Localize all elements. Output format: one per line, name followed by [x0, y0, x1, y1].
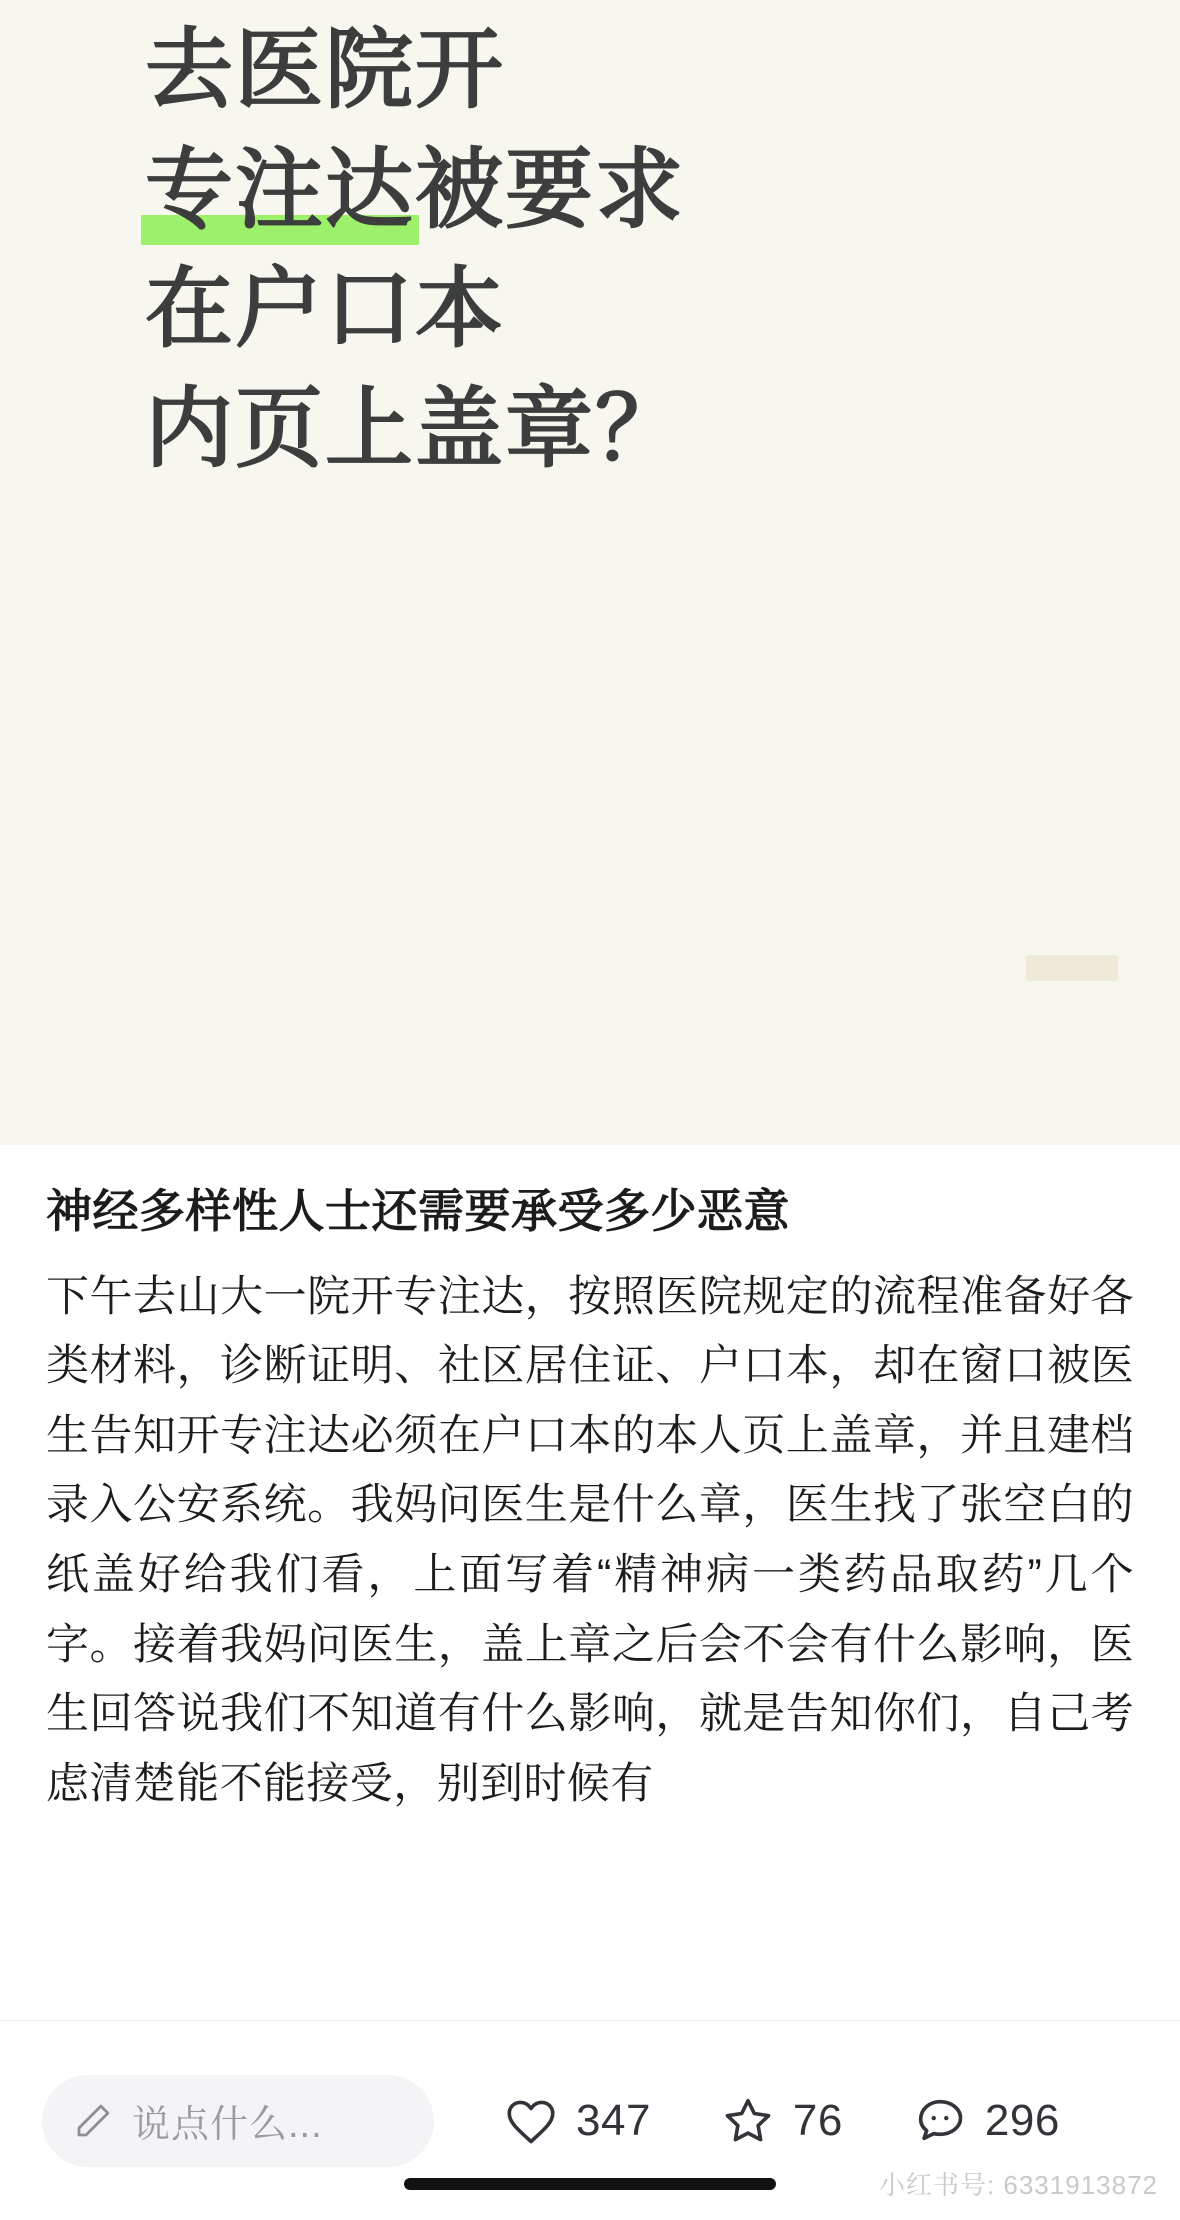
cover-title-highlight: 专注达	[145, 130, 415, 250]
cover-title-line-2-rest: 被要求	[415, 139, 686, 239]
comment-input-placeholder: 说点什么...	[132, 2104, 323, 2146]
comment-count: 296	[984, 2095, 1060, 2145]
cover-title-line-3: 在户口本	[145, 259, 506, 359]
cover-title	[145, 10, 1180, 489]
heart-icon	[502, 2092, 560, 2150]
home-indicator[interactable]	[404, 2178, 776, 2190]
cover-decoration-block	[1026, 955, 1118, 981]
like-count: 347	[576, 2095, 651, 2145]
pencil-icon	[72, 2100, 114, 2142]
collect-count: 76	[792, 2095, 843, 2145]
collect-button[interactable]	[719, 2092, 843, 2150]
like-button[interactable]	[502, 2092, 651, 2150]
cover-title-line-2	[145, 130, 1180, 250]
star-icon	[719, 2092, 777, 2150]
cover-title-line-1: 去医院开	[145, 20, 506, 119]
watermark-text: 小红书号: 6331913872	[878, 2170, 1158, 2200]
comment-button[interactable]	[911, 2092, 1060, 2150]
comment-input[interactable]	[42, 2075, 434, 2167]
post-body-text: 下午去山大一院开专注达，按照医院规定的流程准备好各类材料，诊断证明、社区居住证、户口本，却在窗口被医生告知开专注达必须在户口本的本人页上盖章，并且建档录入公安系统。我妈问医生是什么章，医生找了张空白的纸盖好给我们看，上面写着“精神病一类药品取药”几个字。接着我妈问医生，盖上章之后会不会有什么影响，医生回答说我们不知道有什么影响，就是告知你们，自己考虑清楚能不能接受，别到时候有	[46, 1272, 1134, 1809]
comment-bubble-icon	[911, 2092, 969, 2150]
post-title: 神经多样性人士还需要承受多少恶意	[46, 1185, 790, 1237]
cover-title-line-4: 内页上盖章？	[145, 379, 686, 479]
